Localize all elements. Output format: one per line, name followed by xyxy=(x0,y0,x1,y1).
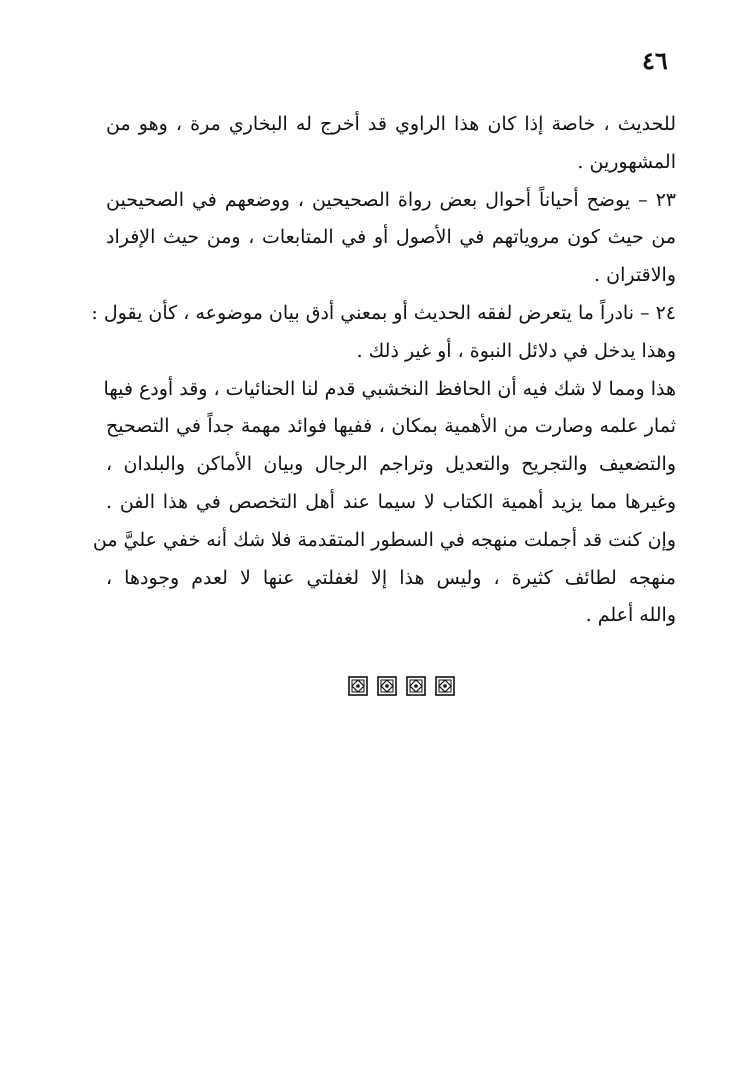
ornament-icon xyxy=(377,676,397,696)
text-line: وغيرها مما يزيد أهمية الكتاب لا سيما عند أهل التخصص في هذا الفن . xyxy=(106,490,676,513)
text-line: منهجه لطائف كثيرة ، وليس هذا إلا لغفلتي عنها لا لعدم وجودها ، xyxy=(106,566,676,589)
text-line: ٢٤ – نادراً ما يتعرض لفقه الحديث أو بمعني أدق بيان موضوعه ، كأن يقول : xyxy=(91,301,676,324)
ornament-icon xyxy=(348,676,368,696)
ornament-icon xyxy=(435,676,455,696)
ornament-icon xyxy=(406,676,426,696)
section-separator xyxy=(348,676,455,696)
text-line: وهذا يدخل في دلائل النبوة ، أو غير ذلك . xyxy=(356,339,676,362)
text-line: والتضعيف والتجريح والتعديل وتراجم الرجال وبيان الأماكن والبلدان ، xyxy=(106,453,676,476)
text-line: والاقتران . xyxy=(594,264,676,287)
text-line: ٢٣ – يوضح أحياناً أحوال بعض رواة الصحيحين ، ووضعهم في الصحيحين xyxy=(106,188,676,211)
text-line: للحديث ، خاصة إذا كان هذا الراوي قد أخرج له البخاري مرة ، وهو من xyxy=(106,113,676,135)
text-line: هذا ومما لا شك فيه أن الحافظ النخشبي قدم لنا الحنائيات ، وقد أودع فيها xyxy=(103,377,676,400)
text-line: ثمار علمه وصارت من الأهمية بمكان ، ففيها فوائد مهمة جداً في التصحيح xyxy=(106,415,676,438)
text-line: وإن كنت قد أجملت منهجه في السطور المتقدمة فلا شك أنه خفي عليَّ من xyxy=(92,528,676,551)
text-line: المشهورين . xyxy=(577,150,676,173)
page-number: ٤٦ xyxy=(642,46,668,75)
text-line: من حيث كون مروياتهم في الأصول أو في المتابعات ، ومن حيث الإفراد xyxy=(106,226,676,249)
body-text xyxy=(91,106,676,635)
text-line: والله أعلم . xyxy=(585,604,676,627)
